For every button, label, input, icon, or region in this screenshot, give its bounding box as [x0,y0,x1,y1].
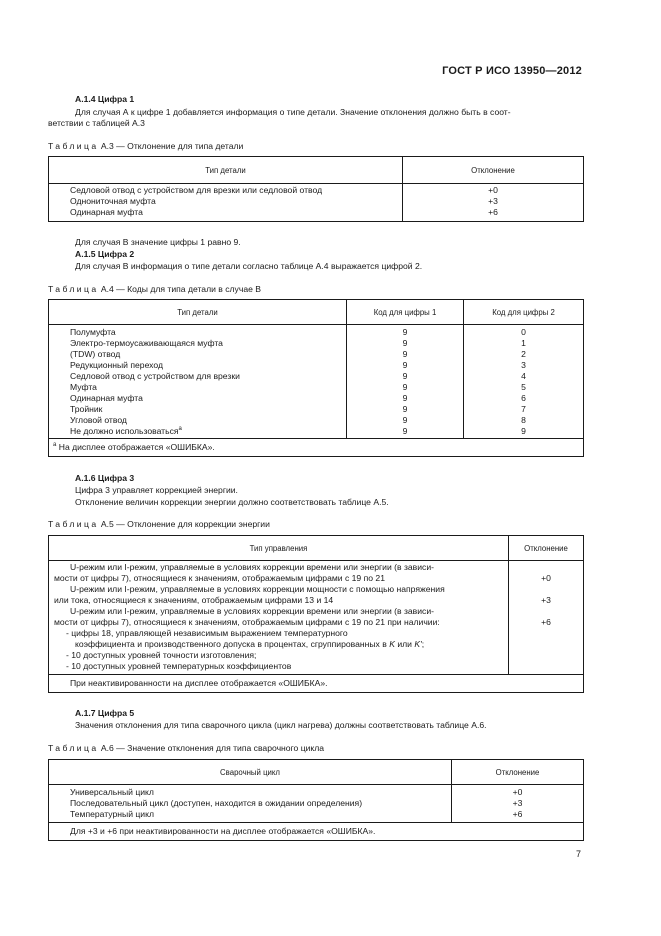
table-a4-row-code2: 1 [521,338,526,348]
table-a6 [48,759,584,841]
table-a5-footer: При неактивированности на дисплее отображается «ОШИБКА». [49,675,584,693]
table-a4-row-code2: 8 [521,415,526,425]
table-a5-caption [48,519,270,530]
table-a4-row-type: Редукционный переход [70,360,163,370]
table-a5-col-control-header: Тип управления [49,536,509,561]
table-a4-col-type-header: Тип детали [49,300,347,325]
table-a6-footer: Для +3 и +6 при неактивированности на дисплее отображается «ОШИБКА». [49,823,584,841]
table-a6-row-dev: +3 [512,798,523,808]
table-a5-line: U-режим или I-режим, управляемые в условиях коррекции времени или энергии (в зависи- [70,606,435,616]
table-a4-row-code1: 9 [402,382,408,392]
table-a4-row-code1: 9 [402,349,408,359]
table-a6-row-cycle: Последовательный цикл (доступен, находится в ожидании определения) [70,798,363,808]
table-a4-row-type: Электро-термоусаживающаяся муфта [70,338,223,348]
table-a6-row-cycle: Температурный цикл [70,809,154,819]
table-a4-row-type: Тройник [70,404,103,414]
document-header: ГОСТ Р ИСО 13950—2012 [442,65,582,77]
table-a4-row-code1: 9 [402,404,408,414]
table-a4-row-code2: 4 [521,371,526,381]
table-a5-line-with-k: коэффициента и производственного допуска в процентах, сгруппированных в K или K'; [75,639,425,649]
table-a6-caption-word: Таблица [48,743,99,753]
table-a3-row-type: Одинарная муфта [70,207,143,217]
table-a4-row-code2: 3 [521,360,526,370]
section-a16-para-line1: Цифра 3 управляет коррекцией энергии. [75,485,238,495]
table-a6-caption [48,743,324,754]
table-a4-row-type: (TDW) отвод [70,349,121,359]
table-a5-k-symbol: K [389,639,395,649]
section-a14-heading: А.1.4 Цифра 1 [75,94,135,104]
table-a6-row-cycle: Универсальный цикл [70,787,154,797]
table-a4-row-type: Седловой отвод с устройством для врезки [70,371,240,381]
section-a14-para-line2: ветствии с таблицей А.3 [48,118,145,128]
table-a5-line: - 10 доступных уровней температурных коэффициентов [66,661,292,671]
table-a4-footnote: На дисплее отображается «ОШИБКА». [58,442,215,452]
table-a4-row-code2: 7 [521,404,526,414]
section-a15-pre-text: Для случая В значение цифры 1 равно 9. [75,237,241,247]
table-a4-col-code1-header: Код для цифры 1 [347,300,464,325]
table-a4-row-code1: 9 [402,393,408,403]
table-a3-caption [48,141,243,152]
table-a3-col-dev-header: Отклонение [403,157,584,184]
table-a5-col-dev-header: Отклонение [509,536,584,561]
table-a5-dev: +0 [541,573,551,583]
table-a4-row-code1: 9 [402,415,408,425]
table-a4-row-code2: 6 [521,393,526,403]
table-a5-line: U-режим или I-режим, управляемые в условиях коррекции мощности с помощью напряжения [70,584,445,594]
table-a5-caption-text: А.5 — Отклонение для коррекции энергии [100,519,270,529]
table-a4-row-code1: 9 [402,371,408,381]
table-a4 [48,299,584,457]
table-a4-row-type: Полумуфта [70,327,116,337]
table-a3 [48,156,584,222]
table-a4-row-code1: 9 [402,338,408,348]
table-a4-col-code2-header: Код для цифры 2 [464,300,584,325]
table-a5-caption-word: Таблица [48,519,99,529]
table-a4-footnote-mark: a [53,442,57,449]
table-a3-row-dev: +0 [488,185,498,195]
table-a4-row-type-last [70,426,346,437]
page-number: 7 [575,849,581,859]
section-a15-para: Для случая В информация о типе детали согласно таблице А.4 выражается цифрой 2. [75,261,423,271]
table-a3-caption-text: А.3 — Отклонение для типа детали [100,141,244,151]
table-a5-line: или тока, относящиеся к значениям, отображаемым цифрами 13 и 14 [54,595,334,605]
table-a4-row-code2: 0 [521,327,526,337]
table-a3-row-type: Однониточная муфта [70,196,156,206]
table-a5-line: мости от цифры 7), относящиеся к значениям, отображаемым цифрами с 19 по 21 [54,573,385,583]
table-a3-col-type-header: Тип детали [49,157,403,184]
section-a17-heading: А.1.7 Цифра 5 [75,708,135,718]
section-a15-heading: А.1.5 Цифра 2 [75,249,135,259]
table-a5-dev: +6 [541,617,551,627]
table-a4-row-code2: 2 [521,349,526,359]
table-a4-caption-text: А.4 — Коды для типа детали в случае В [100,284,262,294]
table-a3-row-dev: +3 [488,196,498,206]
table-a6-row-dev: +0 [512,787,523,797]
table-a3-caption-word: Таблица [48,141,99,151]
table-a4-row-type: Угловой отвод [70,415,127,425]
table-a4-row-code1: 9 [402,327,408,337]
table-a5-line: коэффициента и производственного допуска в процентах, сгруппированных в [75,639,387,649]
table-a5-line: U-режим или I-режим, управляемые в условиях коррекции времени или энергии (в зависи- [70,562,435,572]
table-a4-row-code1: 9 [402,360,408,370]
table-a4-row-code1: 9 [402,426,408,436]
section-a16-heading: А.1.6 Цифра 3 [75,473,135,483]
table-a5-or-word: или [397,639,412,649]
table-a5-dev: +3 [541,595,551,605]
table-a4-row-code2: 5 [521,382,526,392]
table-a4-row-code2: 9 [521,426,526,436]
table-a6-col-dev-header: Отклонение [452,760,584,785]
section-a16-para-line2: Отклонение величин коррекции энергии должно соответствовать таблице А.5. [75,497,389,507]
table-a6-caption-text: А.6 — Значение отклонения для типа сварочного цикла [100,743,325,753]
table-a4-caption [48,284,261,295]
table-a5 [48,535,584,693]
table-a4-footnote-ref: a [178,426,182,433]
section-a17-para: Значения отклонения для типа сварочного цикла (цикл нагрева) должны соответствовать таблице А.6. [75,720,487,730]
table-a4-row-type: Муфта [70,382,97,392]
table-a3-row-type: Седловой отвод с устройством для врезки или седловой отвод [70,185,323,195]
table-a4-caption-word: Таблица [48,284,99,294]
table-a5-line: мости от цифры 7), относящиеся к значениям, отображаемым цифрами с 19 по 21 при наличии: [54,617,440,627]
table-a5-k-prime-symbol: K' [414,639,422,649]
table-a5-line: - 10 доступных уровней точности изготовления; [66,650,257,660]
table-a3-row-dev: +6 [488,207,498,217]
table-a6-row-dev: +6 [512,809,523,819]
table-a4-row-type: Одинарная муфта [70,393,143,403]
table-a5-line: - цифры 18, управляющей независимым выражением температурного [66,628,348,638]
table-a4-row-type: Не должно использоваться [70,426,179,436]
table-a6-col-cycle-header: Сварочный цикл [49,760,452,785]
section-a14-para-line1: Для случая А к цифре 1 добавляется информация о типе детали. Значение отклонения должно быть в соот- [75,107,511,117]
